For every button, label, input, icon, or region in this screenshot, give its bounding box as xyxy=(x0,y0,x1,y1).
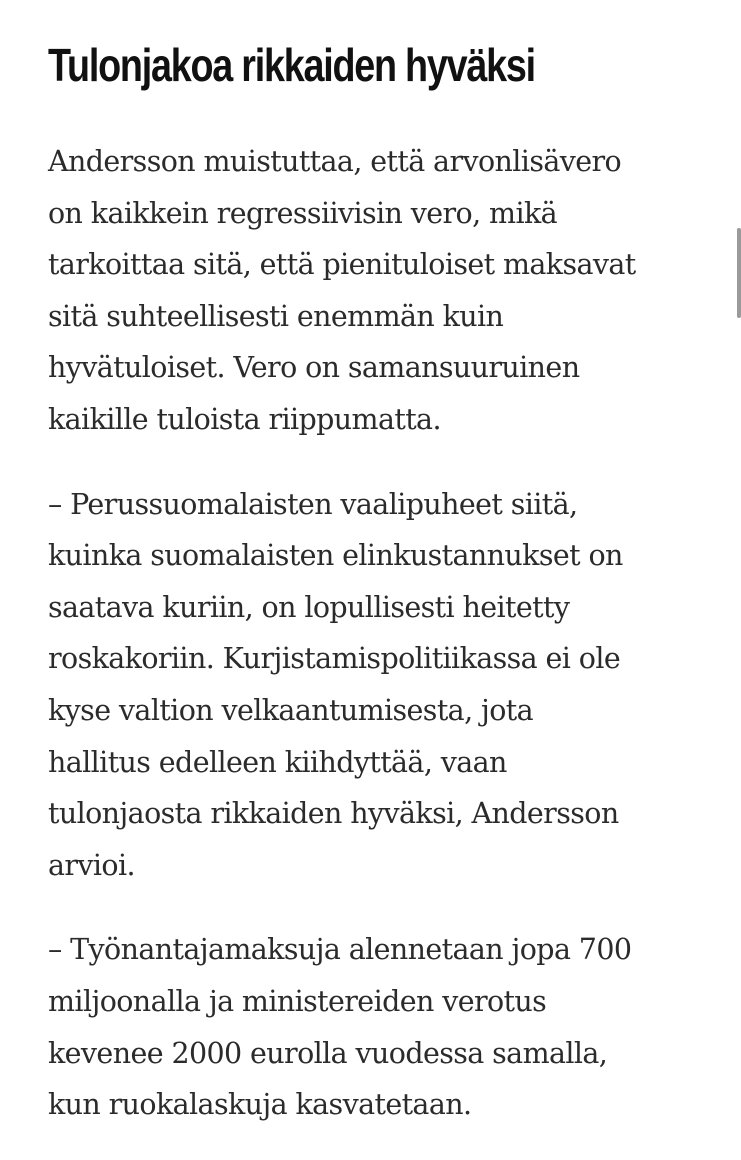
paragraph-line: – Perussuomalaisten vaalipuheet siitä, xyxy=(48,487,578,521)
paragraph-line: hyvätuloiset. Vero on samansuuruinen xyxy=(48,351,580,385)
article-heading: Tulonjakoa rikkaiden hyväksi xyxy=(48,39,535,91)
paragraph-line: tulonjaosta rikkaiden hyväksi, Andersson xyxy=(48,797,619,831)
paragraph-line: kun ruokalaskuja kasvatetaan. xyxy=(48,1088,472,1122)
paragraph-line: tarkoittaa sitä, että pienituloiset maksavat xyxy=(48,248,636,282)
article-paragraph xyxy=(48,136,708,446)
paragraph-line: kyse valtion velkaantumisesta, jota xyxy=(48,693,534,727)
paragraph-line: – Työnantajamaksuja alennetaan jopa 700 xyxy=(48,933,632,967)
article-paragraph xyxy=(48,924,708,1130)
paragraph-line: on kaikkein regressiivisin vero, mikä xyxy=(48,196,558,230)
scrollbar-thumb[interactable] xyxy=(737,228,741,318)
paragraph-line: roskakoriin. Kurjistamispolitiikassa ei ole xyxy=(48,642,621,676)
paragraph-line: saatava kuriin, on lopullisesti heitetty xyxy=(48,590,570,624)
article-paragraph xyxy=(48,479,708,892)
paragraph-line: hallitus edelleen kiihdyttää, vaan xyxy=(48,745,507,779)
paragraph-line: kuinka suomalaisten elinkustannukset on xyxy=(48,539,623,573)
paragraph-line: miljoonalla ja ministereiden verotus xyxy=(48,984,547,1018)
paragraph-line: kaikille tuloista riippumatta. xyxy=(48,402,441,436)
paragraph-line: kevenee 2000 eurolla vuodessa samalla, xyxy=(48,1036,608,1070)
paragraph-line: Andersson muistuttaa, että arvonlisävero xyxy=(48,145,622,178)
paragraph-line: sitä suhteellisesti enemmän kuin xyxy=(48,299,504,333)
article-body xyxy=(48,34,708,1131)
paragraph-line: arvioi. xyxy=(48,848,135,882)
